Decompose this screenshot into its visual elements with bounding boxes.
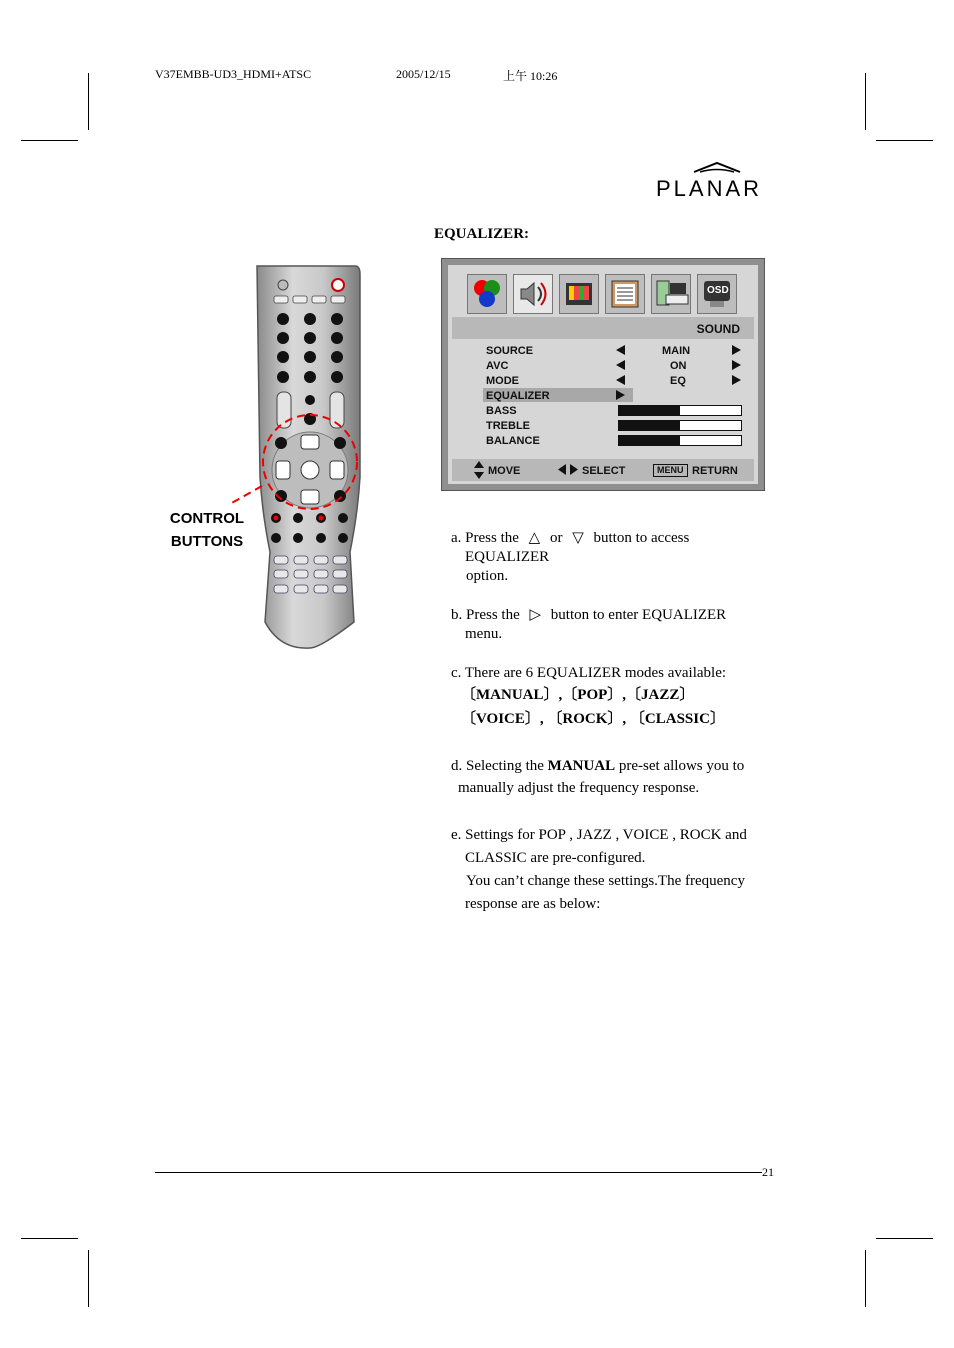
picture-tab-icon <box>467 274 507 314</box>
step-a-text2: button to access <box>593 530 690 546</box>
mode-jazz: JAZZ <box>641 687 680 703</box>
control-label-line2: BUTTONS <box>170 533 244 550</box>
doc-code: V37EMBB-UD3_HDMI+ATSC <box>155 67 312 81</box>
step-a-line1 <box>451 529 771 548</box>
logo-arc-icon <box>654 160 780 174</box>
right-arrow-icon <box>732 360 741 370</box>
osd-sound-menu <box>441 258 765 491</box>
step-a-or: or <box>549 530 563 546</box>
mode-manual: MANUAL <box>476 687 544 703</box>
osd-footer-bar <box>452 459 754 481</box>
logo-text: PLANAR <box>656 176 763 201</box>
down-triangle-icon: ▽ <box>572 530 584 546</box>
osd-row-avc-label: AVC <box>486 360 509 372</box>
mode-rock: ROCK <box>562 711 608 727</box>
crop-mark <box>865 73 866 130</box>
crop-mark <box>88 1250 89 1307</box>
balance-level-fill <box>619 436 680 445</box>
step-d-line1 <box>451 755 771 777</box>
document-tab-icon <box>605 274 645 314</box>
footer-rule <box>155 1172 762 1173</box>
bass-level-fill <box>619 406 680 415</box>
step-b-text2: button to enter EQUALIZER <box>550 607 727 623</box>
doc-date: 2005/12/15 <box>396 67 451 81</box>
step-b-text: b. Press the <box>451 607 520 623</box>
mode-pop: POP <box>577 687 608 703</box>
instructions <box>451 529 771 916</box>
left-arrow-icon <box>616 360 625 370</box>
crop-mark <box>88 73 89 130</box>
crop-mark <box>21 1238 78 1239</box>
step-c-line1: c. There are 6 EQUALIZER modes available: <box>451 665 727 681</box>
up-triangle-icon: △ <box>528 530 541 546</box>
footer-return-label: RETURN <box>692 465 738 477</box>
osd-row-mode-label: MODE <box>486 375 519 387</box>
treble-level-fill <box>619 421 680 430</box>
pc-tab-icon <box>651 274 691 314</box>
step-a-text: a. Press the <box>451 530 519 546</box>
step-c-modes-line1: 〔MANUAL〕,〔POP〕,〔JAZZ〕 <box>461 687 695 703</box>
osd-row-source-value: MAIN <box>662 345 691 357</box>
step-d-text2: pre-set allows you to <box>618 758 745 774</box>
mode-classic: CLASSIC <box>644 711 710 727</box>
step-a-line3: option. <box>466 568 509 584</box>
control-buttons-label <box>162 507 252 553</box>
osd-tab-icon <box>697 274 737 314</box>
footer-select-label: SELECT <box>582 465 626 477</box>
step-d-bold: MANUAL <box>547 758 616 774</box>
step-b-line2: menu. <box>465 626 503 642</box>
balance-level-bar <box>618 435 742 446</box>
left-right-arrow-icon <box>558 464 578 475</box>
osd-row-bass-label: BASS <box>486 405 517 417</box>
menu-key-icon: MENU <box>653 464 688 477</box>
osd-header-bar <box>452 317 754 339</box>
step-e-line4: response are as below: <box>465 896 601 912</box>
osd-row-equalizer-label: EQUALIZER <box>486 390 550 402</box>
remote-control-illustration <box>170 262 370 652</box>
step-d-line2: manually adjust the frequency response. <box>458 780 700 796</box>
step-d-text: d. Selecting the <box>451 758 544 774</box>
crop-mark <box>876 1238 933 1239</box>
osd-tab-label: OSD <box>707 285 729 296</box>
left-arrow-icon <box>616 345 625 355</box>
sound-tab-icon <box>513 274 553 314</box>
step-e-line2: CLASSIC are pre-configured. <box>465 850 646 866</box>
osd-row-balance-label: BALANCE <box>486 435 540 447</box>
enter-arrow-icon <box>616 390 625 400</box>
osd-header-label: SOUND <box>696 322 740 336</box>
osd-row-mode-value: EQ <box>670 375 686 387</box>
osd-row-treble-label: TREBLE <box>486 420 530 432</box>
doc-time: 上午 10:26 <box>503 69 558 83</box>
section-title: EQUALIZER: <box>434 226 530 242</box>
control-label-line1: CONTROL <box>169 510 245 527</box>
crop-mark <box>876 140 933 141</box>
step-e-line3: You can’t change these settings.The frequency <box>466 873 745 889</box>
step-a-line2: EQUALIZER <box>465 549 550 565</box>
footer-move-label: MOVE <box>488 465 521 477</box>
right-triangle-icon: ▷ <box>529 607 542 623</box>
step-c-modes-line2: 〔VOICE〕, 〔ROCK〕, 〔CLASSIC〕 <box>461 711 725 727</box>
osd-panel <box>448 265 758 484</box>
up-down-arrow-icon <box>474 461 484 479</box>
osd-row-avc-value: ON <box>670 360 687 372</box>
left-arrow-icon <box>616 375 625 385</box>
page-number: 21 <box>762 1165 774 1179</box>
right-arrow-icon <box>732 375 741 385</box>
treble-level-bar <box>618 420 742 431</box>
right-arrow-icon <box>732 345 741 355</box>
planar-logo <box>654 160 780 202</box>
crop-mark <box>865 1250 866 1307</box>
bass-level-bar <box>618 405 742 416</box>
step-e-line1: e. Settings for POP , JAZZ , VOICE , ROCK and <box>451 827 747 843</box>
mode-voice: VOICE <box>476 711 525 727</box>
step-b-line1 <box>451 606 771 625</box>
tv-tab-icon <box>559 274 599 314</box>
crop-mark <box>21 140 78 141</box>
osd-row-source-label: SOURCE <box>486 345 534 357</box>
